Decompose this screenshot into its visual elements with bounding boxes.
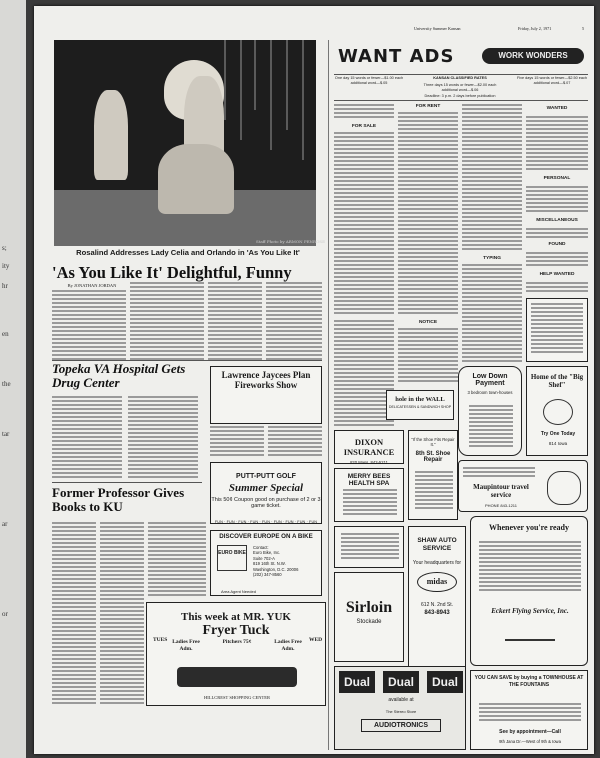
europe-contact: Contact: Euro Bike, Inc. Suite 702-A 819 16th St. N.W. Washington, D.C. 20006 (202) 347-8560 [253,545,299,578]
jaycees-headline: Lawrence Jaycees Plan Fireworks Show [221,370,311,390]
fryer-ladies-left: Ladies Free Adm. [172,639,200,653]
classified-listings [462,264,522,364]
europe-agent: Area Agent Needed [221,589,256,594]
classified-listings [462,104,522,254]
strip-fragment: or [2,610,8,618]
article-body [268,426,322,460]
fun-border-bottom: FUN · FUN · FUN · FUN · FUN · FUN · FUN · FUN · FUN [214,520,318,524]
rates-deadline: Deadline: 3 p.m. 2 days before publication [424,94,496,98]
euro-bike-logo: EURO BIKE [217,545,247,571]
adjacent-page-strip [0,0,26,758]
classified-listings [398,328,458,386]
section-miscellaneous: MISCELLANEOUS [536,218,578,223]
strip-fragment: the [2,380,11,388]
classified-listings [526,252,588,268]
section-personal: PERSONAL [543,176,571,181]
hole-in-the-wall-ad: hole in the WALL DELICATESSEN & SANDWICH SHOP [386,390,454,420]
classified-listings [526,116,588,172]
rates-title: KANSAN CLASSIFIED RATES [433,76,487,80]
theater-photo [54,40,316,246]
article-body [210,426,264,460]
audiotronics-dual-ad: Dual Dual Dual available at The Stereo Store AUDIOTRONICS [334,666,466,750]
article-body [148,522,206,598]
rate-one-day: One day 15 words or fewer—$1.00 each additional word—$.05 [334,76,404,85]
airplane-illustration [505,623,555,641]
want-ads-title: WANT ADS [338,46,455,67]
masthead-paper: University Summer Kansan [414,26,461,31]
classified-listings [334,104,394,122]
article-body [52,396,122,480]
fryer-day-left: TUES [153,637,168,643]
burger-chef-logo [543,399,573,425]
low-down-payment-ad: Low Down Payment 3 bedroom town-houses [458,366,522,456]
section-for-sale: FOR SALE [351,124,377,129]
article-body [208,282,262,362]
townhouse-ad: YOU CAN SAVE by buying a TOWNHOUSE AT THE FOUNTAINS See by appointment—Call 9th Jana Dr.—West of 9th & Iowa [470,670,588,750]
fryer-pitchers: Pitchers 75¢ [222,639,252,645]
main-headline: 'As You Like It' Delightful, Funny [52,263,292,282]
shoe-repair-ad: "If the Shoe Fits Repair It." 8th St. Shoe Repair [408,430,458,520]
topeka-headline: Topeka VA Hospital Gets Drug Center [52,361,186,390]
rate-three-days: Three days 15 words or fewer—$2.00 each additional word—$.06 [423,83,497,92]
section-help-wanted: HELP WANTED [539,272,575,277]
article-body [130,282,204,362]
sirloin-stockade-ad: Sirloin Stockade [334,572,404,662]
putt-putt-ad [210,462,322,524]
classified-listings [398,112,458,318]
article-body [266,282,322,362]
masthead-page-number: 5 [582,26,585,31]
article-body [52,522,96,706]
big-shef-ad: Home of the "Big Shef" Try One Today 814 Iowa [526,366,588,456]
classified-listings [334,320,394,428]
article-body [52,290,126,360]
merry-bees-details [334,526,404,568]
europe-title: DISCOVER EUROPE ON A BIKE [219,533,313,540]
article-body [128,396,198,480]
section-wanted: WANTED [546,106,568,111]
jaycees-story-box [210,366,322,424]
putt-putt-special: Summer Special [228,482,304,494]
fryer-line2: Fryer Tuck [202,623,270,638]
photo-caption: Rosalind Addresses Lady Celia and Orlando in 'As You Like It' [76,248,300,257]
classified-rates [334,76,588,100]
help-wanted-boxed-ad [526,298,588,362]
section-notice: NOTICE [418,320,438,325]
fryer-location: HILLCREST SHOPPING CENTER [204,695,270,700]
strip-fragment: en [2,330,9,338]
fryer-car-illustration [177,667,297,687]
classified-listings [526,186,588,216]
strip-fragment: ar [2,520,8,528]
shaw-auto-ad: SHAW AUTO SERVICE Your headquarters for midas 612 N. 2nd St. 843-8943 [408,526,466,690]
strip-fragment: ity [2,262,10,270]
article-body [100,522,144,706]
section-typing: TYPING [483,256,501,261]
dixon-insurance-ad: DIXON INSURANCE 820 Mass. 842-5211 [334,430,404,464]
newspaper-page [34,6,594,754]
main-byline: By JONATHAN JORDAN [67,283,117,288]
masthead-date: Friday, July 2, 1971 [518,26,552,31]
want-ads-slogan: WORK WONDERS [482,48,584,64]
classified-listings [334,132,394,318]
midas-logo: midas [417,572,457,592]
putt-putt-coupon: This 50¢ Coupon good on purchase of 2 or 3 game ticket. [211,497,321,509]
rate-five-days: Five days 15 words or fewer—$2.50 each additional word—$.07 [516,76,588,85]
former-headline: Former Professor Gives Books to KU [52,485,185,514]
cyclist-illustration [547,471,581,505]
fryer-line1: This week at MR. YUK [181,611,291,623]
classified-listings [526,228,588,240]
fryer-day-right: WED [309,637,323,643]
strip-fragment: tar [2,430,10,438]
section-for-rent: FOR RENT [415,104,441,109]
classified-listings [526,282,588,296]
want-ads-header [334,44,588,74]
section-found: FOUND [548,242,566,247]
strip-fragment: hr [2,282,8,290]
strip-fragment: s; [2,244,7,252]
fryer-tuck-ad [146,602,326,706]
eckert-flying-ad: Whenever you're ready Eckert Flying Service, Inc. [470,516,588,666]
fryer-ladies-right: Ladies Free Adm. [274,639,302,653]
merry-bees-ad: MERRY BEES HEALTH SPA [334,468,404,522]
putt-putt-name: PUTT-PUTT GOLF [236,473,296,480]
europe-bike-ad [210,530,322,596]
photo-credit: Staff Photo by ARMON PENROSE [256,239,326,244]
maupintour-ad: Maupintour travel service PHONE 843-1211 [458,460,588,512]
